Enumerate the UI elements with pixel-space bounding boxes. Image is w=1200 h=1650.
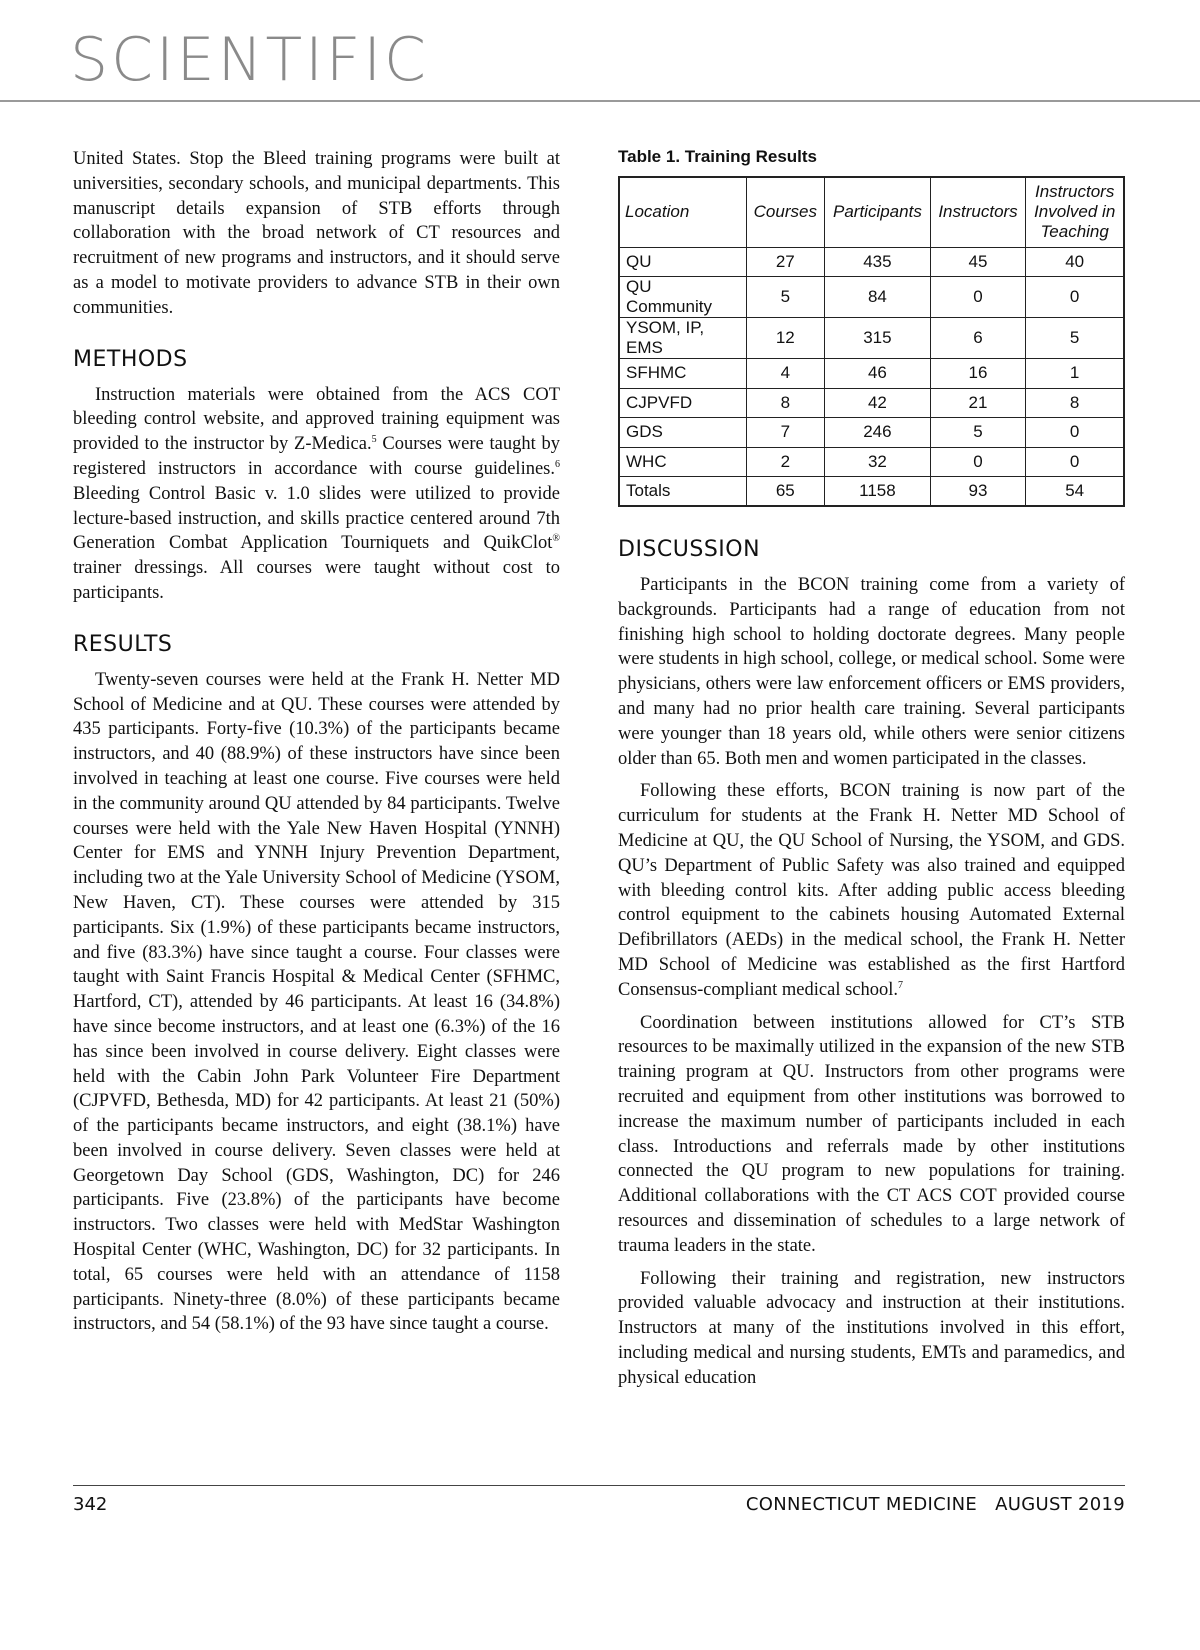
discussion-paragraph-3: Coordination between institutions allowed for CT’s STB resources to be maximally utilized in the expansion of the new STB training program at QU. Instructors from other programs were recruited and equipment from other institutions was borrowed to increase the maximum number of participants included in each class. Introductions and referrals made by other institutions connected the QU program to new populations for training. Additional collaborations with the CT ACS COT provided course resources and dissemination of schedules to a large network of trauma leaders in the state.: [618, 1012, 1125, 1256]
header-involved-in-teaching: [1026, 177, 1124, 247]
intro-paragraph: United States. Stop the Bleed training programs were built at universities, secondary schools, and municipal departments. This manuscript details expansion of STB efforts through collaboration with the broad network of CT resources and recruitment of new programs and instructors, and it should serve as a model to motivate providers to advance STB in their own communities.: [73, 149, 560, 318]
cell-involved: 1: [1026, 359, 1124, 389]
cell-instructors: 93: [930, 477, 1026, 507]
page-number: 342: [73, 1494, 108, 1515]
header-courses: Courses: [746, 177, 825, 247]
table-row: [619, 447, 1124, 477]
cell-instructors: 21: [930, 388, 1026, 418]
training-results-table: [618, 176, 1125, 507]
methods-text-3: Bleeding Control Basic v. 1.0 slides were utilized to provide lecture-based instruction, and skills practice centered around 7th Generation Combat Application Tourniquets and QuikClot: [73, 483, 560, 554]
methods-heading: METHODS: [73, 346, 188, 372]
cell-courses: 65: [746, 477, 825, 507]
cell-location: GDS: [619, 418, 746, 448]
discussion-paragraph-2-text: Following these efforts, BCON training is now part of the curriculum for students at the Frank H. Netter MD School of Medicine at QU, the QU School of Nursing, the YSOM, and GDS. QU’s Department of Public Safety was also trained and equipped with bleeding control kits. After adding public access bleeding control equipment to the cabinets housing Automated External Defibrillators (AEDs) in the medical school, the Frank H. Netter MD School of Medicine was established as the first Hartford Consensus-compliant medical school.: [618, 781, 1125, 1000]
cell-participants: 84: [825, 277, 931, 318]
header-location: Location: [619, 177, 746, 247]
cell-instructors: 6: [930, 318, 1026, 359]
header-instructors: Instructors: [930, 177, 1026, 247]
cell-instructors: 5: [930, 418, 1026, 448]
cell-courses: 12: [746, 318, 825, 359]
table-row: [619, 318, 1124, 359]
cell-location: Totals: [619, 477, 746, 507]
cell-courses: 8: [746, 388, 825, 418]
table-row: [619, 418, 1124, 448]
table-row: [619, 247, 1124, 277]
journal-issue: CONNECTICUT MEDICINE AUGUST 2019: [745, 1494, 1125, 1515]
cell-courses: 7: [746, 418, 825, 448]
cell-courses: 4: [746, 359, 825, 389]
discussion-paragraph-4: Following their training and registration, new instructors provided valuable advocacy and instruction at their institutions. Instructors at many of the institutions involved in this effort, including medical and nursing students, EMTs and paramedics, and physical education: [618, 1268, 1125, 1388]
header-rule: [0, 100, 1200, 102]
table-title: Table 1. Training Results: [618, 147, 818, 166]
cell-courses: 2: [746, 447, 825, 477]
cell-location: SFHMC: [619, 359, 746, 389]
header-involved-line-1: Instructors: [1034, 182, 1115, 202]
header-participants: Participants: [825, 177, 931, 247]
cell-participants: 435: [825, 247, 931, 277]
table-row: [619, 359, 1124, 389]
header-involved-line-2: Involved in: [1034, 202, 1116, 222]
cell-participants: 1158: [825, 477, 931, 507]
cell-participants: 315: [825, 318, 931, 359]
cell-instructors: 45: [930, 247, 1026, 277]
discussion-paragraph-2: [618, 779, 1125, 1002]
table-row: [619, 277, 1124, 318]
reference-5: 5: [371, 434, 377, 446]
cell-instructors: 0: [930, 277, 1026, 318]
cell-participants: 246: [825, 418, 931, 448]
header-involved-line-3: Teaching: [1040, 222, 1109, 242]
methods-text-1: Instruction materials were obtained from the ACS COT bleeding control website, and approved training equipment was provided to the instructor by Z-Medica.: [73, 384, 560, 455]
reference-7: 7: [898, 979, 904, 991]
discussion-paragraph-1: Participants in the BCON training come from a variety of backgrounds. Participants had a range of education from not finishing high school to holding doctorate degrees. Many people were students in high school, college, or medical school. Some were physicians, others were law enforcement officers or EMS providers, and many had no prior health care training. Several participants were younger than 18 years old, while others were senior citizens older than 65. Both men and women participated in the classes.: [618, 575, 1125, 769]
methods-text-2: Courses were taught by registered instructors in accordance with course guidelines.: [73, 434, 560, 479]
cell-participants: 32: [825, 447, 931, 477]
cell-involved: 5: [1026, 318, 1124, 359]
cell-location: YSOM, IP, EMS: [619, 318, 746, 359]
table-header-row: [619, 177, 1124, 247]
cell-courses: 5: [746, 277, 825, 318]
methods-text-4: trainer dressings. All courses were taught without cost to participants.: [73, 558, 560, 603]
discussion-heading: DISCUSSION: [618, 537, 761, 562]
cell-involved: 54: [1026, 477, 1124, 507]
cell-location: CJPVFD: [619, 388, 746, 418]
cell-involved: 0: [1026, 447, 1124, 477]
right-column: [618, 147, 1125, 1391]
cell-instructors: 0: [930, 447, 1026, 477]
cell-location: WHC: [619, 447, 746, 477]
section-label: SCIENTIFIC: [70, 25, 429, 95]
cell-location: QU Community: [619, 277, 746, 318]
left-column: [73, 147, 560, 1337]
cell-involved: 0: [1026, 418, 1124, 448]
reference-6: 6: [555, 458, 560, 470]
cell-involved: 8: [1026, 388, 1124, 418]
cell-location: QU: [619, 247, 746, 277]
results-paragraph: Twenty-seven courses were held at the Frank H. Netter MD School of Medicine and at QU. These courses were attended by 435 participants. Forty-five (10.3%) of the participants became instructors, and 40 (88.9%) of these instructors have since been involved in teaching at least one course. Five courses were held in the community around QU attended by 84 participants. Twelve courses were held with the Yale New Haven Hospital (YNNH) Center for EMS and YNNH Injury Prevention Department, including two at the Yale University School of Medicine (YSOM, New Haven, CT). These courses were attended by 315 participants. Six (1.9%) of these participants became instructors, and five (83.3%) have since taught a course. Four classes were taught with Saint Francis Hospital & Medical Center (SFHMC, Hartford, CT), attended by 46 participants. At least 16 (34.8%) have since become instructors, and at least one (6.3%) of the 16 has since been involved in course delivery. Eight classes were held with the Cabin John Park Volunteer Fire Department (CJPVFD, Bethesda, MD) for 42 participants. At least 21 (50%) of the participants became instructors, and eight (38.1%) have been involved in course delivery. Seven classes were held at Georgetown Day School (GDS, Washington, DC) for 246 participants. Five (23.8%) of the participants have become instructors. Two classes were held with MedStar Washington Hospital Center (WHC, Washington, DC) for 32 participants. In total, 65 courses were held with an attendance of 1158 participants. Ninety-three (8.0%) of these participants became instructors, and 54 (58.1%) of the 93 have since taught a course.: [73, 669, 560, 1335]
results-heading: RESULTS: [73, 631, 173, 657]
registered-mark: ®: [552, 533, 560, 545]
footer-rule: [73, 1485, 1125, 1486]
table-row: [619, 388, 1124, 418]
cell-involved: 0: [1026, 277, 1124, 318]
cell-participants: 42: [825, 388, 931, 418]
cell-courses: 27: [746, 247, 825, 277]
methods-paragraph: [73, 383, 560, 606]
table-row-totals: [619, 477, 1124, 507]
cell-participants: 46: [825, 359, 931, 389]
cell-instructors: 16: [930, 359, 1026, 389]
cell-involved: 40: [1026, 247, 1124, 277]
